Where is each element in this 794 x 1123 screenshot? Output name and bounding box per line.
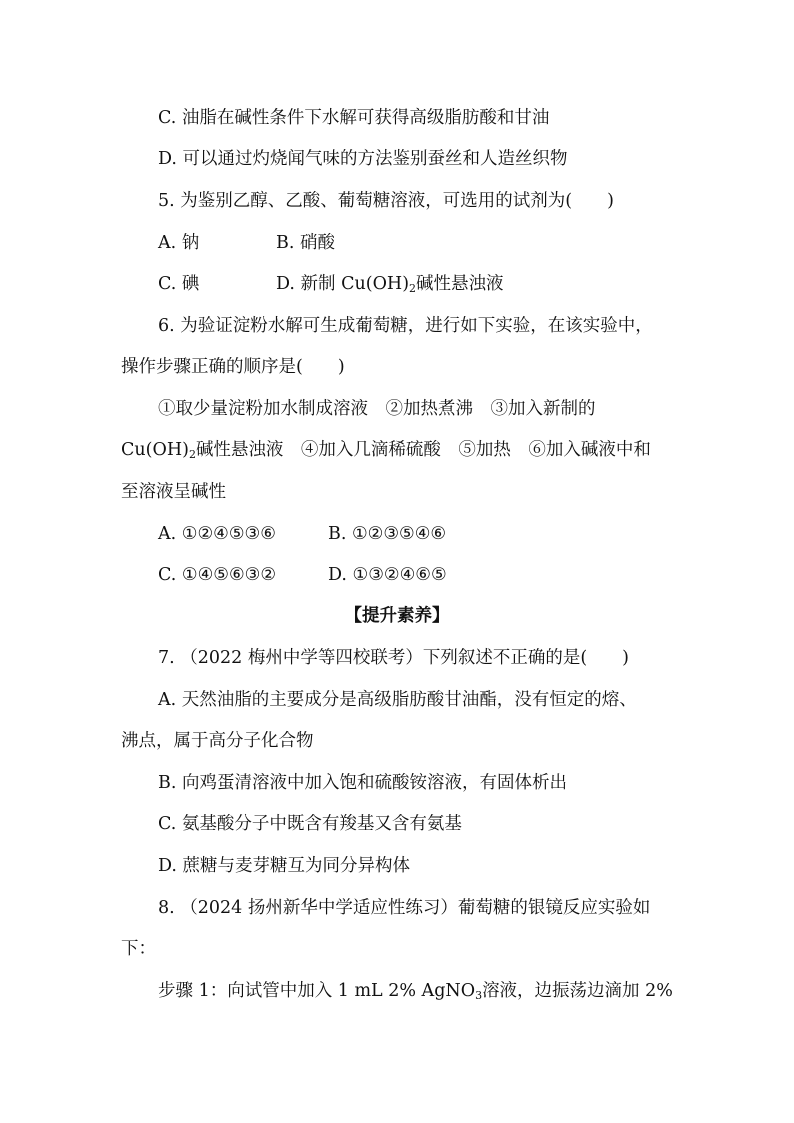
q7-option-a-line-2: 沸点，属于高分子化合物: [121, 731, 314, 751]
q6-option-c: C. ①④⑤⑥③②: [158, 565, 277, 585]
q5-option-b: B. 硝酸: [276, 233, 335, 253]
question-7: 7. （2022 梅州中学等四校联考）下列叙述不正确的是( ): [158, 648, 630, 668]
section-heading: 【提升素养】: [344, 606, 450, 626]
q6-steps-line-3: 至溶液呈碱性: [121, 482, 226, 502]
q6-option-d: D. ①③②④⑥⑤: [328, 565, 447, 585]
q7-option-c: C. 氨基酸分子中既含有羧基又含有氨基: [158, 814, 462, 834]
q5-option-a: A. 钠: [158, 233, 200, 253]
q4-option-d: D. 可以通过灼烧闻气味的方法鉴别蚕丝和人造丝织物: [158, 149, 568, 169]
q5-option-d: D. 新制 $Cu(OH)_2$碱性悬浊液: [276, 274, 504, 295]
q4-option-c: C. 油脂在碱性条件下水解可获得高级脂肪酸和甘油: [158, 108, 550, 128]
question-6-line-2: 操作步骤正确的顺序是( ): [121, 357, 345, 377]
q5-option-c: C. 碘: [158, 274, 200, 294]
q6-steps-line-2: $Cu(OH)_2$碱性悬浊液 ④加入几滴稀硫酸 ⑤加热 ⑥加入碱液中和: [121, 440, 651, 461]
q6-option-a: A. ①②④⑤③⑥: [158, 524, 276, 544]
q6-option-b: B. ①②③⑤④⑥: [328, 524, 447, 544]
q7-option-a-line-1: A. 天然油脂的主要成分是高级脂肪酸甘油酯，没有恒定的熔、: [158, 690, 637, 710]
q7-option-b: B. 向鸡蛋清溶液中加入饱和硫酸铵溶液，有固体析出: [158, 773, 567, 793]
question-8-line-2: 下：: [121, 939, 156, 959]
question-6-line-1: 6. 为验证淀粉水解可生成葡萄糖，进行如下实验，在该实验中，: [158, 316, 653, 336]
q6-steps-line-1: ①取少量淀粉加水制成溶液 ②加热煮沸 ③加入新制的: [158, 399, 596, 419]
question-8-line-1: 8. （2024 扬州新华中学适应性练习）葡萄糖的银镜反应实验如: [158, 898, 651, 918]
q7-option-d: D. 蔗糖与麦芽糖互为同分异构体: [158, 856, 411, 876]
q8-step-1: 步骤 1：向试管中加入 1 mL 2% AgNO$_3$溶液，边振荡边滴加 2%: [158, 981, 673, 1002]
question-5: 5. 为鉴别乙醇、乙酸、葡萄糖溶液，可选用的试剂为( ): [158, 191, 614, 211]
